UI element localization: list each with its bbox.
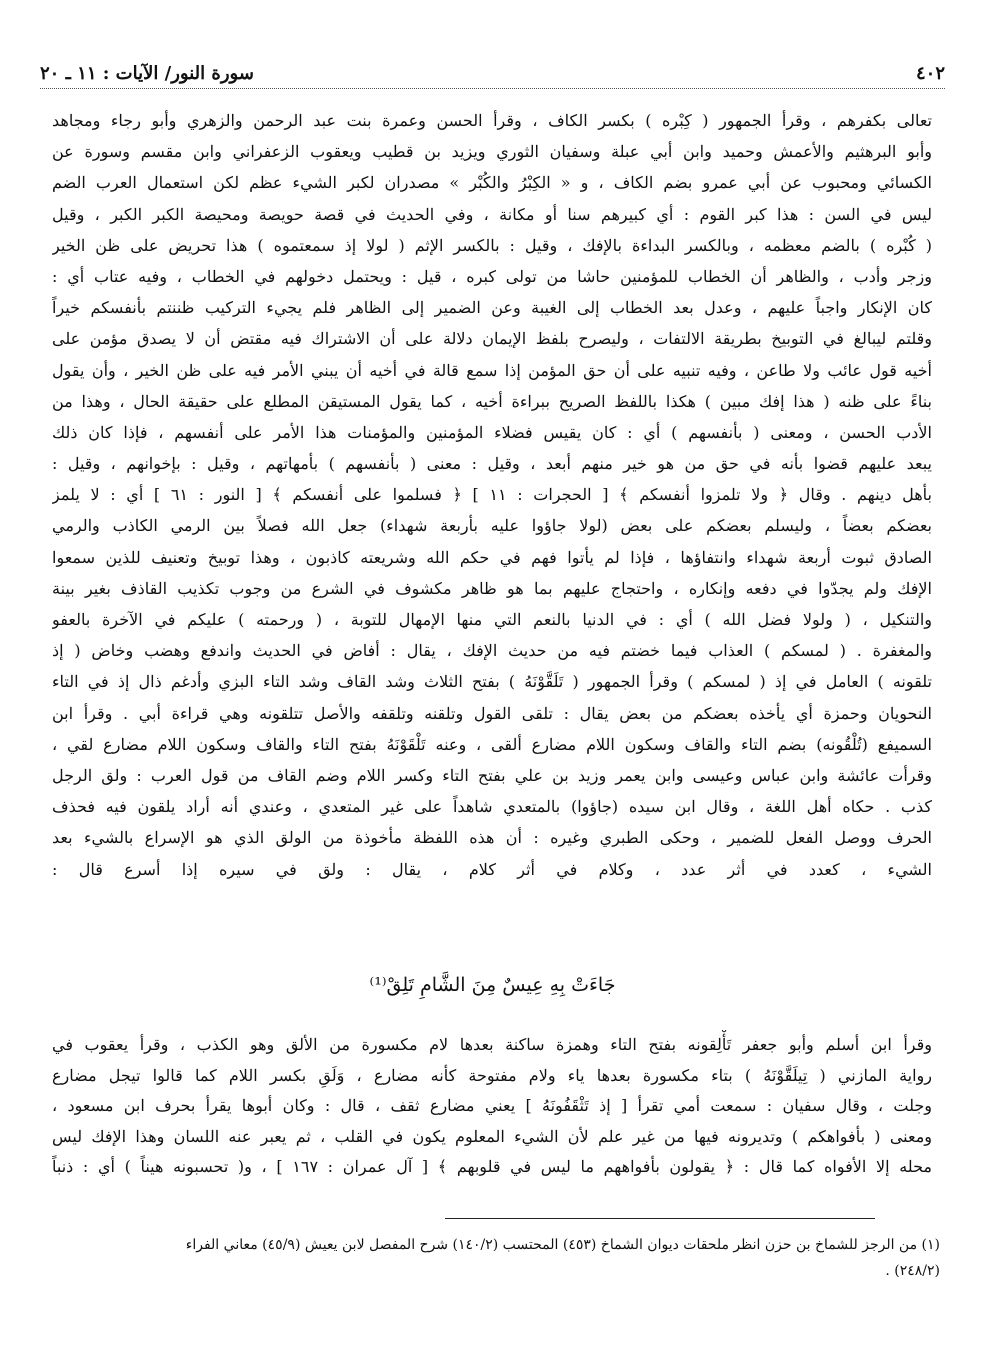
running-head: سورة النور/ الآيات : ١١ ـ ٢٠ [40,63,254,84]
text-line: رواية المازني ( تِيلَقَّوْنَهُ ) بتاء مكسورة بعدها ياء ولام مفتوحة كأنه مضارع ، وَلَقِ بكسر اللام كما قالوا تيجل مضارع [52,1065,932,1085]
text-line: (٢٤٨/٢) . [885,1263,940,1279]
text-line: بناءً على ظنه ( هذا إفك مبين ) هكذا باللفظ الصريح ببراءة أخيه ، كما يقول المستيقن المطلع على حقيقة الحال ، وهذا من [52,391,932,411]
text-line: ( كُبْره ) بالضم معظمه ، وبالكسر البداءة بالإفك ، وقيل : بالكسر الإثم ( لولا إذ سمعتموه ) هذا تحريض على ظن الخير [52,235,932,255]
page-header [40,60,945,89]
text-line: الأدب الحسن ، ومعنى ( بأنفسهم ) أي : كان يقيس فضلاء المؤمنين والمؤمنات هذا الأمر على أنفسهم ، فإذا كان ذلك [52,422,932,442]
text-line: وقرأ ابن أسلم وأبو جعفر تَأْلِقونه بفتح التاء وهمزة ساكنة بعدها لام مكسورة من الألق وهو الكذب ، وقرأ يعقوب في [52,1035,932,1054]
footnote [60,1232,940,1284]
text-line: بعضكم بعضاً ، وليسلم بعضكم على بعض (لولا جاؤوا عليه بأربعة شهداء) جعل الله فصلاً بين الرمي الكاذب والرمي [52,516,932,536]
text-line: (١) من الرجز للشماخ بن حزن انظر ملحقات ديوان الشماخ (٤٥٣) المحتسب (١٤٠/٢) شرح المفصل لابن يعيش (٤٥/٩) معاني الفراء [185,1237,940,1253]
text-line: الصادق ثبوت أربعة شهداء وانتفاؤها ، فإذا لم يأتوا فهم في حكم الله وشريعته كاذبون ، وهذا توبيخ وتعنيف للذين سمعوا [52,547,932,567]
main-text-continued [52,1030,932,1183]
text-line: بأهل دينهم . وقال ﴿ ولا تلمزوا أنفسكم ﴾ [ الحجرات : ١١ ] ﴿ فسلموا على أنفسكم ﴾ [ النور : ٦١ ] أي : لا يلمز [52,485,932,505]
text-line: أخيه قول عائب ولا طاعن ، وفيه تنبيه على أن حق المؤمن إذا سمع قالة في أخيه أن يبني الأمر فيه على ظن الخير ، وأن يقول [52,360,932,380]
text-line: وزجر وأدب ، والظاهر أن الخطاب للمؤمنين حاشا من تولى كبره ، قيل : ويحتمل دخولهم في الخطاب ، وفيه عتاب أي : [52,266,932,286]
text-line: يبعد عليهم قضوا بأنه في حق من هو خير منهم أبعد ، وقيل : معنى ( بأنفسهم ) بأمهاتهم ، وقيل : بإخوانهم ، وقيل : [52,454,932,474]
page-number: ٤٠٢ [915,63,945,84]
text-line: النحويان وحمزة أي يأخذه بعضكم من بعض يقال : تلقى القول وتلقنه وتلقفه والأصل تتلقونه وهي قراءة أبي . وقرأ ابن [52,703,932,723]
text-line: وأبو البرهثيم والأعمش وحميد وابن أبي عبلة وسفيان الثوري ويزيد بن قطيب ويعقوب الزعفراني وابن مقسم وسورة عن [52,142,932,162]
text-line: محله إلا الأفواه كما قال : ﴿ يقولون بأفواههم ما ليس في قلوبهم ﴾ [ آل عمران : ١٦٧ ] ، و( تحسبونه هيناً ) أي : ذنباً [52,1157,932,1176]
main-text [52,105,932,885]
poetry-verse: جَاءَتْ بِهِ عِيسٌ مِنَ الشَّامِ تَلِقْ⁽¹⁾ [369,974,616,996]
text-line: كذب . حكاه أهل اللغة ، وقال ابن سيده (جاؤوا) بالمتعدي شاهداً على غير المتعدي ، وعندي أنه أراد يلقون فيه فحذف [52,797,932,817]
text-line: ليس في السن : هذا كبر القوم : أي كبيرهم سنا أو مكانة ، وفي الحديث في قصة حويصة ومحيصة الكبر الكبر ، وقيل [52,204,932,224]
text-line: وقلتم ليبالغ في التوبيخ بطريقة الالتفات ، وليصرح بلفظ الإيمان دلالة على أن الاشتراك فيه مقتض أن لا يصدق مؤمن على [52,329,932,349]
text-line: كان الإنكار واجباً عليهم ، وعدل بعد الخطاب إلى الغيبة وعن الضمير إلى الظاهر فلم يجيء التركيب ظننتم بأنفسكم خيراً [52,298,932,318]
footnote-separator [445,1218,875,1219]
text-line: السميفع (تُلْقُونه) بضم التاء والقاف وسكون اللام مضارع ألقى ، وعنه تَلْقَوْنَهُ بفتح التاء والقاف وسكون اللام مضارع لقي ، [52,734,932,754]
text-line: والمغفرة . ( لمسكم ) العذاب فيما خضتم فيه من حديث الإفك ، يقال : أفاض في الحديث واندفع وهضب وخاض ( إذ [52,641,932,661]
text-line: وجلت ، وقال سفيان : سمعت أمي تقرأ [ إذ تَثْقَفُونَهُ ] يعني مضارع ثقف ، قال : وكان أبوها يقرأ بحرف ابن مسعود ، [52,1096,932,1115]
text-line: الإفك ولم يجدّوا في دفعه وإنكاره ، واحتجاج عليهم بما هو ظاهر مكشوف في الشرع من وجوب تكذيب القاذف بغير بينة [52,578,932,598]
text-line: والتنكيل ، ( ولولا فضل الله ) أي : في الدنيا بالنعم التي منها الإمهال للتوبة ، ( ورحمته ) عليكم في الآخرة بالعفو [52,610,932,629]
text-line: ومعنى ( بأفواهكم ) وتديرونه فيها من غير علم لأن الشيء المعلوم يكون في القلب ، ثم يعبر عنه اللسان وهذا الإفك ليس [52,1126,932,1146]
text-line: تلقونه ) العامل في إذ ( لمسكم ) وقرأ الجمهور ( تَلَقَّوْنَهُ ) بفتح الثلاث وشد القاف وشد التاء البزي وأدغم ذال إذ في التاء [52,672,932,692]
text-line: الحرف ووصل الفعل للضمير ، وحكى الطبري وغيره : أن هذه اللفظة مأخوذة من الولق الذي هو الإسراع بالشيء بعد [52,828,932,848]
text-line: الشيء ، كعدد في أثر عدد ، وكلام في أثر كلام ، يقال : ولق في سيره إذا أسرع قال : [52,859,932,879]
text-line: الكسائي ومحبوب عن أبي عمرو بضم الكاف ، و « الكِبْرُ والكُبْر » مصدران لكبر الشيء عظم لكن استعمال العرب الضم [52,173,932,193]
text-line: تعالى بكفرهم ، وقرأ الجمهور ( كِبْره ) بكسر الكاف ، وقرأ الحسن وعمرة بنت عبد الرحمن والزهري وأبو رجاء ومجاهد [52,111,932,130]
text-line: وقرأت عائشة وابن عباس وعيسى وابن يعمر وزيد بن علي بفتح التاء وكسر اللام وضم القاف من قول العرب : ولق الرجل [52,765,932,785]
